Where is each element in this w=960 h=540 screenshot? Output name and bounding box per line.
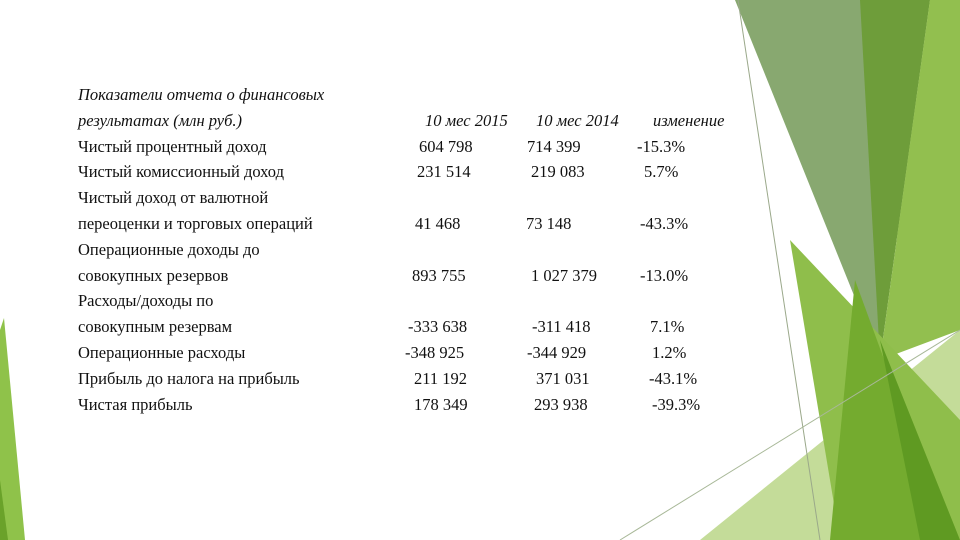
row-value-2014: -311 418 bbox=[532, 317, 591, 337]
row-label: Чистая прибыль bbox=[78, 394, 193, 414]
row-value-2015: 893 755 bbox=[412, 265, 466, 285]
row-value-2015: -348 925 bbox=[405, 342, 465, 362]
table-row bbox=[78, 134, 738, 160]
header-row-1 bbox=[78, 82, 738, 108]
row-value-2014: 371 031 bbox=[536, 368, 590, 388]
row-change: -43.1% bbox=[649, 368, 698, 388]
table-row-label-line1 bbox=[78, 237, 738, 263]
row-change: -39.3% bbox=[652, 394, 701, 414]
row-label-line1: Операционные доходы до bbox=[78, 239, 260, 259]
table-row-label-line1 bbox=[78, 288, 738, 314]
table-title-line1: Показатели отчета о финансовых bbox=[78, 85, 325, 104]
row-label: Операционные расходы bbox=[78, 342, 246, 362]
financial-results-table bbox=[78, 82, 738, 417]
table-title-line2: результатах (млн руб.) bbox=[78, 110, 243, 130]
row-value-2014: -344 929 bbox=[527, 342, 587, 362]
row-change: 1.2% bbox=[652, 342, 687, 362]
row-change: -13.0% bbox=[640, 265, 689, 285]
table-row bbox=[78, 314, 738, 340]
row-value-2014: 293 938 bbox=[534, 394, 588, 414]
row-label: Чистый процентный доход bbox=[78, 136, 267, 156]
row-label: Прибыль до налога на прибыль bbox=[78, 368, 300, 388]
row-change: 7.1% bbox=[650, 317, 685, 337]
row-value-2014: 219 083 bbox=[531, 162, 585, 182]
row-value-2014: 73 148 bbox=[526, 213, 572, 233]
row-label-line1: Расходы/доходы по bbox=[78, 291, 214, 311]
row-label: совокупным резервам bbox=[78, 317, 233, 337]
header-row-2 bbox=[78, 108, 738, 134]
column-header-change: изменение bbox=[653, 110, 725, 130]
table-row bbox=[78, 366, 738, 392]
table-row bbox=[78, 159, 738, 185]
row-value-2015: -333 638 bbox=[408, 317, 468, 337]
row-label: совокупных резервов bbox=[78, 265, 229, 285]
table-row bbox=[78, 392, 738, 418]
table-row-label-line1 bbox=[78, 185, 738, 211]
row-value-2015: 604 798 bbox=[419, 136, 473, 156]
table-row bbox=[78, 211, 738, 237]
row-label-line1: Чистый доход от валютной bbox=[78, 188, 269, 208]
row-value-2014: 1 027 379 bbox=[531, 265, 597, 285]
row-change: -43.3% bbox=[640, 213, 689, 233]
row-value-2014: 714 399 bbox=[527, 136, 581, 156]
decor-shape-left bbox=[0, 318, 25, 540]
row-label: переоценки и торговых операций bbox=[78, 213, 313, 233]
column-header-2014: 10 мес 2014 bbox=[536, 110, 619, 130]
row-value-2015: 231 514 bbox=[417, 162, 471, 182]
table-row bbox=[78, 263, 738, 289]
row-value-2015: 178 349 bbox=[414, 394, 468, 414]
row-label: Чистый комиссионный доход bbox=[78, 162, 284, 182]
row-change: -15.3% bbox=[637, 136, 686, 156]
column-header-2015: 10 мес 2015 bbox=[425, 110, 508, 130]
row-value-2015: 41 468 bbox=[415, 213, 461, 233]
row-change: 5.7% bbox=[644, 162, 679, 182]
row-value-2015: 211 192 bbox=[414, 368, 468, 388]
table-row bbox=[78, 340, 738, 366]
